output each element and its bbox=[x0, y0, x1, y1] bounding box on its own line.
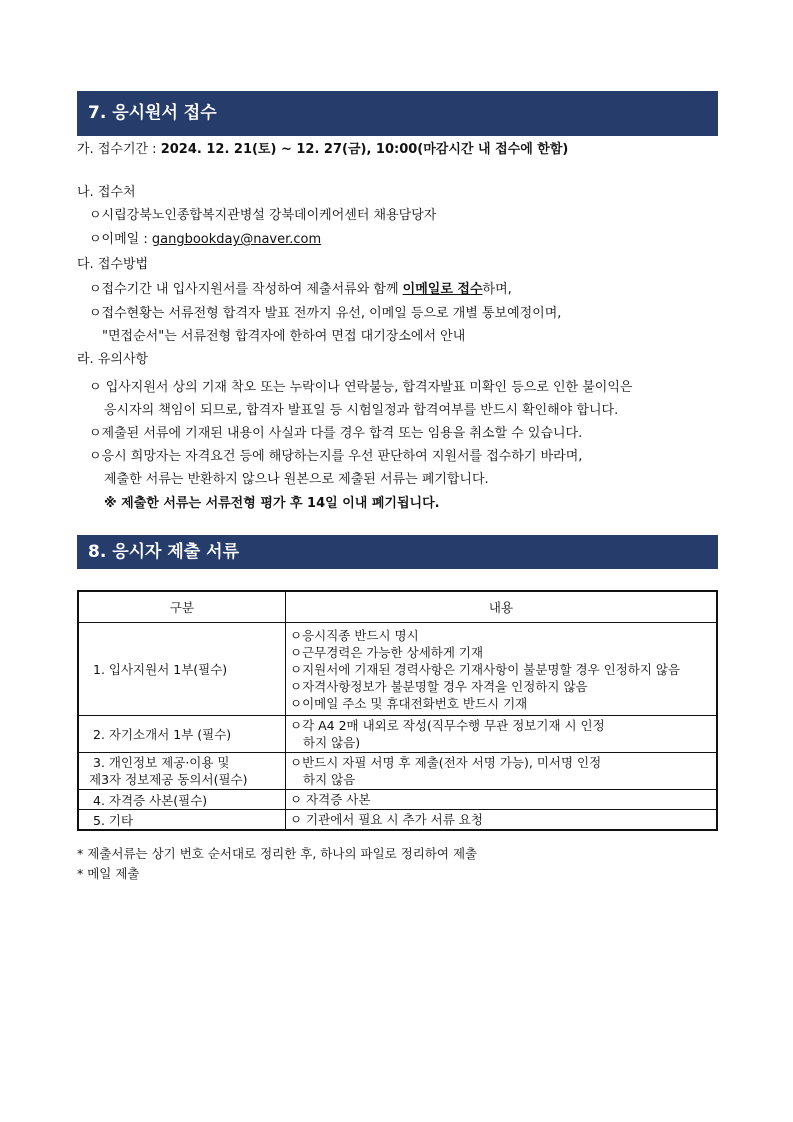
row-category: 5. 기타 bbox=[78, 810, 286, 831]
table-row bbox=[78, 790, 717, 810]
table-header-row bbox=[78, 591, 717, 623]
period-value: 2024. 12. 21(토) ~ 12. 27(금), 10:00(마감시간 내 접수에 한함) bbox=[160, 142, 569, 157]
section-8-header bbox=[77, 535, 718, 569]
table-row bbox=[78, 810, 717, 831]
row-item: ㅇ지원서에 기재된 경력사항은 기재사항이 불분명할 경우 인정하지 않음 bbox=[290, 661, 681, 677]
row-item: ㅇ 자격증 사본 bbox=[290, 792, 371, 807]
caution-item-3b: 제출한 서류는 반환하지 않으나 원본으로 제출된 서류는 폐기합니다. bbox=[104, 472, 489, 487]
table-header-category: 구분 bbox=[78, 591, 286, 623]
caution-item-1b: 응시자의 책임이 되므로, 합격자 발표일 등 시험일정과 합격여부를 반드시 확인해야 합니다. bbox=[104, 403, 619, 418]
row-item: ㅇ이메일 주소 및 휴대전화번호 반드시 기재 bbox=[290, 695, 528, 711]
row-category-line: 제3자 정보제공 동의서(필수) bbox=[89, 772, 248, 787]
row-category: 4. 자격증 사본(필수) bbox=[78, 790, 286, 810]
place-item-email bbox=[89, 231, 321, 249]
row-content bbox=[286, 623, 718, 716]
row-category: 2. 자기소개서 1부 (필수) bbox=[78, 716, 286, 753]
method-item-3: "면접순서"는 서류전형 합격자에 한하여 면접 대기장소에서 안내 bbox=[102, 329, 466, 344]
email-link[interactable]: gangbookday@naver.com bbox=[151, 232, 322, 247]
section-7-header bbox=[77, 91, 718, 136]
method-item-1 bbox=[89, 281, 512, 299]
row-item: ㅇ각 A4 2매 내외로 작성(직무수행 무관 정보기재 시 인정 bbox=[290, 718, 605, 733]
row-item: ㅇ응시직종 반드시 명시 bbox=[290, 627, 419, 643]
email-label: ㅇ이메일 : bbox=[89, 232, 152, 247]
row-item: 하지 않음 bbox=[303, 772, 356, 787]
row-item: ㅇ반드시 자필 서명 후 제출(전자 서명 가능), 미서명 인정 bbox=[290, 755, 602, 770]
note-order: * 제출서류는 상기 번호 순서대로 정리한 후, 하나의 파일로 정리하여 제출 bbox=[77, 846, 478, 861]
section-8-title: 8. 응시자 제출 서류 bbox=[88, 542, 239, 562]
row-item: ㅇ 기관에서 필요 시 추가 서류 요청 bbox=[290, 812, 483, 827]
period-label: 가. 접수기간 : bbox=[77, 142, 161, 157]
place-item-manager: ㅇ시립강북노인종합복지관병설 강북데이케어센터 채용담당자 bbox=[89, 208, 437, 223]
row-content bbox=[286, 790, 718, 810]
row-category bbox=[78, 753, 286, 790]
place-heading: 나. 접수처 bbox=[77, 185, 136, 200]
caution-item-1a: ㅇ 입사지원서 상의 기재 착오 또는 누락이나 연락불능, 합격자발표 미확인 등으로 인한 불이익은 bbox=[89, 380, 633, 395]
table-header-content: 내용 bbox=[286, 591, 718, 623]
method-text: ㅇ접수기간 내 입사지원서를 작성하여 제출서류와 함께 bbox=[89, 282, 403, 297]
note-mail: * 메일 제출 bbox=[77, 866, 140, 881]
row-item: ㅇ근무경력은 가능한 상세하게 기재 bbox=[290, 644, 484, 660]
method-text-end: 하며, bbox=[482, 282, 512, 297]
caution-item-3a: ㅇ응시 희망자는 자격요건 등에 해당하는지를 우선 판단하여 지원서를 접수하기 바라며, bbox=[89, 449, 583, 464]
row-category-line: 3. 개인정보 제공·이용 및 bbox=[93, 755, 230, 770]
method-item-2: ㅇ접수현황는 서류전형 합격자 발표 전까지 유선, 이메일 등으로 개별 통보예정이며, bbox=[89, 306, 562, 321]
table-row bbox=[78, 753, 717, 790]
section-7-title: 7. 응시원서 접수 bbox=[88, 103, 217, 123]
row-category: 1. 입사지원서 1부(필수) bbox=[78, 623, 286, 716]
row-content bbox=[286, 753, 718, 790]
period-line bbox=[77, 141, 568, 159]
caution-heading: 라. 유의사항 bbox=[77, 352, 149, 367]
method-heading: 다. 접수방법 bbox=[77, 257, 149, 272]
row-item: 하지 않음) bbox=[303, 735, 361, 750]
method-emphasis: 이메일로 접수 bbox=[402, 282, 483, 297]
row-item: ㅇ자격사항정보가 불분명할 경우 자격을 인정하지 않음 bbox=[290, 678, 588, 694]
row-content bbox=[286, 810, 718, 831]
table-row bbox=[78, 716, 717, 753]
required-documents-table bbox=[77, 590, 718, 831]
row-content bbox=[286, 716, 718, 753]
caution-item-2: ㅇ제출된 서류에 기재된 내용이 사실과 다를 경우 합격 또는 임용을 취소할 수 있습니다. bbox=[89, 426, 583, 441]
table-row bbox=[78, 623, 717, 716]
caution-item-4: ※ 제출한 서류는 서류전형 평가 후 14일 이내 폐기됩니다. bbox=[104, 496, 440, 511]
